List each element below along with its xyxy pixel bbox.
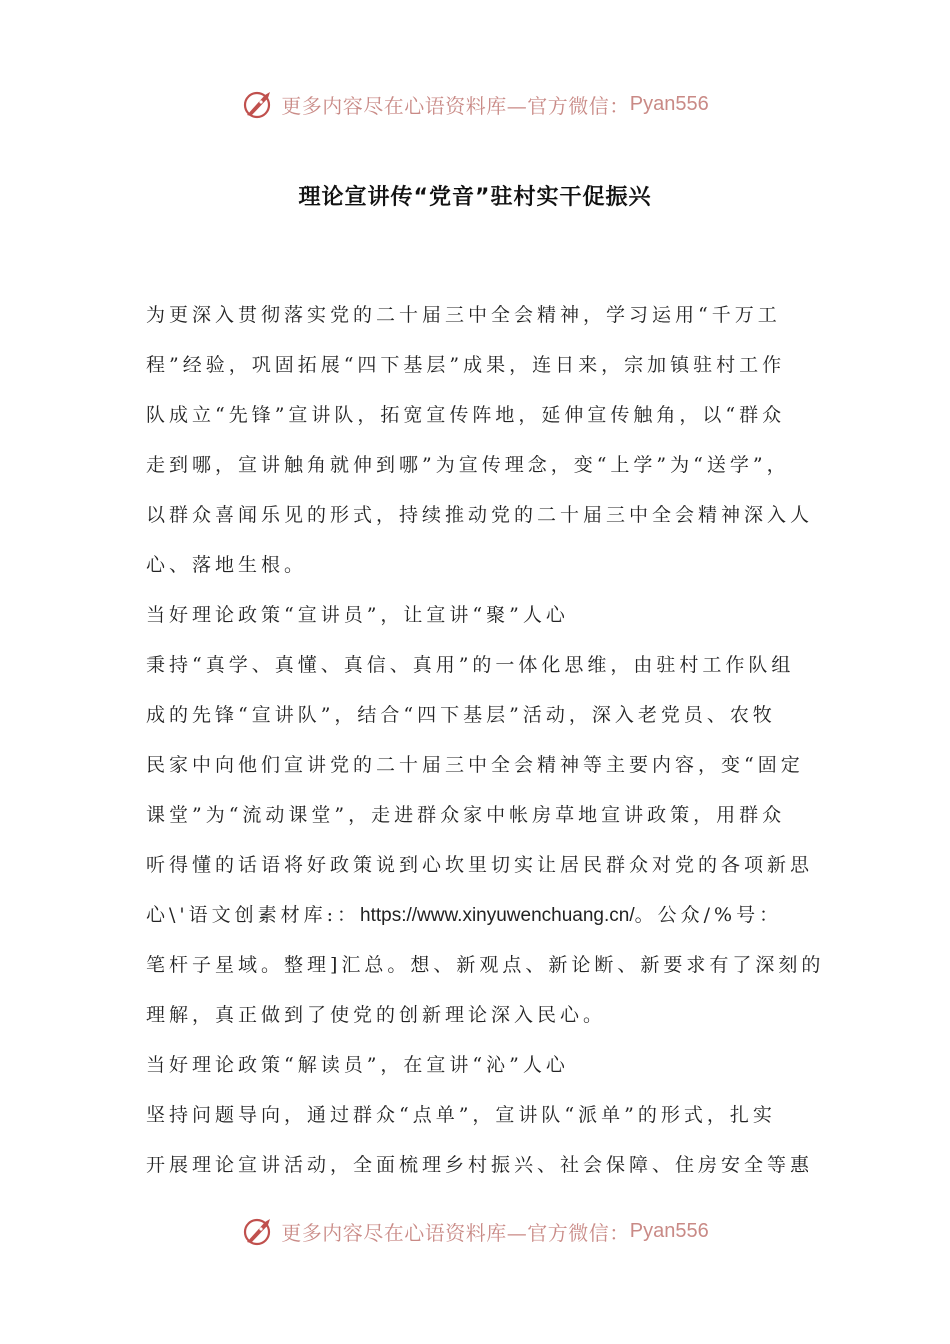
body-line: 听得懂的话语将好政策说到心坎里切实让居民群众对党的各项新思 — [146, 854, 814, 876]
body-line: 程”经验，巩固拓展“四下基层”成果，连日来，宗加镇驻村工作 — [146, 354, 786, 376]
source-url-link[interactable]: https://www.xinyuwenchuang.cn/ — [360, 905, 635, 926]
section-heading: 当好理论政策“解读员”，在宣讲“沁”人心 — [146, 1054, 569, 1076]
body-line: 民家中向他们宣讲党的二十届三中全会精神等主要内容，变“固定 — [146, 754, 804, 776]
header-watermark-banner — [0, 84, 950, 124]
article-body — [146, 290, 826, 1190]
body-line: 走到哪，宣讲触角就伸到哪”为宣传理念，变“上学”为“送学”， — [146, 454, 790, 476]
url-line — [146, 890, 826, 940]
body-line: 以群众喜闻乐见的形式，持续推动党的二十届三中全会精神深入人 — [146, 504, 814, 526]
banner-text: 更多内容尽在心语资料库—官方微信： — [281, 93, 630, 118]
pen-nib-logo-icon — [241, 1214, 275, 1248]
body-line: 秉持“真学、真懂、真信、真用”的一体化思维，由驻村工作队组 — [146, 654, 795, 676]
body-line: 开展理论宣讲活动，全面梳理乡村振兴、社会保障、住房安全等惠 — [146, 1154, 814, 1176]
footer-watermark-banner — [0, 1211, 950, 1251]
body-line: 笔杆子星域。整理]汇总。想、新观点、新论断、新要求有了深刻的 — [146, 954, 825, 976]
body-line: 成的先锋“宣讲队”，结合“四下基层”活动，深入老党员、农牧 — [146, 704, 776, 726]
body-line: 队成立“先锋”宣讲队，拓宽宣传阵地，延伸宣传触角，以“群众 — [146, 404, 786, 426]
banner-wechat-id: Pyan556 — [629, 92, 709, 115]
body-line: 课堂”为“流动课堂”，走进群众家中帐房草地宣讲政策，用群众 — [146, 804, 786, 826]
url-prefix: 心\'语文创素材库:： — [146, 904, 361, 926]
page-title: 理论宣讲传“党音”驻村实干促振兴 — [298, 185, 652, 210]
banner-text: 更多内容尽在心语资料库—官方微信： — [281, 1220, 630, 1245]
body-line: 为更深入贯彻落实党的二十届三中全会精神，学习运用“千万工 — [146, 304, 781, 326]
body-line: 心、落地生根。 — [146, 554, 308, 576]
banner-wechat-id: Pyan556 — [629, 1219, 709, 1242]
body-line: 理解，真正做到了使党的创新理论深入民心。 — [146, 1004, 607, 1026]
section-heading: 当好理论政策“宣讲员”，让宣讲“聚”人心 — [146, 604, 569, 626]
url-suffix: 。公众/%号： — [634, 904, 783, 926]
body-line: 坚持问题导向，通过群众“点单”，宣讲队“派单”的形式，扎实 — [146, 1104, 776, 1126]
pen-nib-logo-icon — [241, 87, 275, 121]
